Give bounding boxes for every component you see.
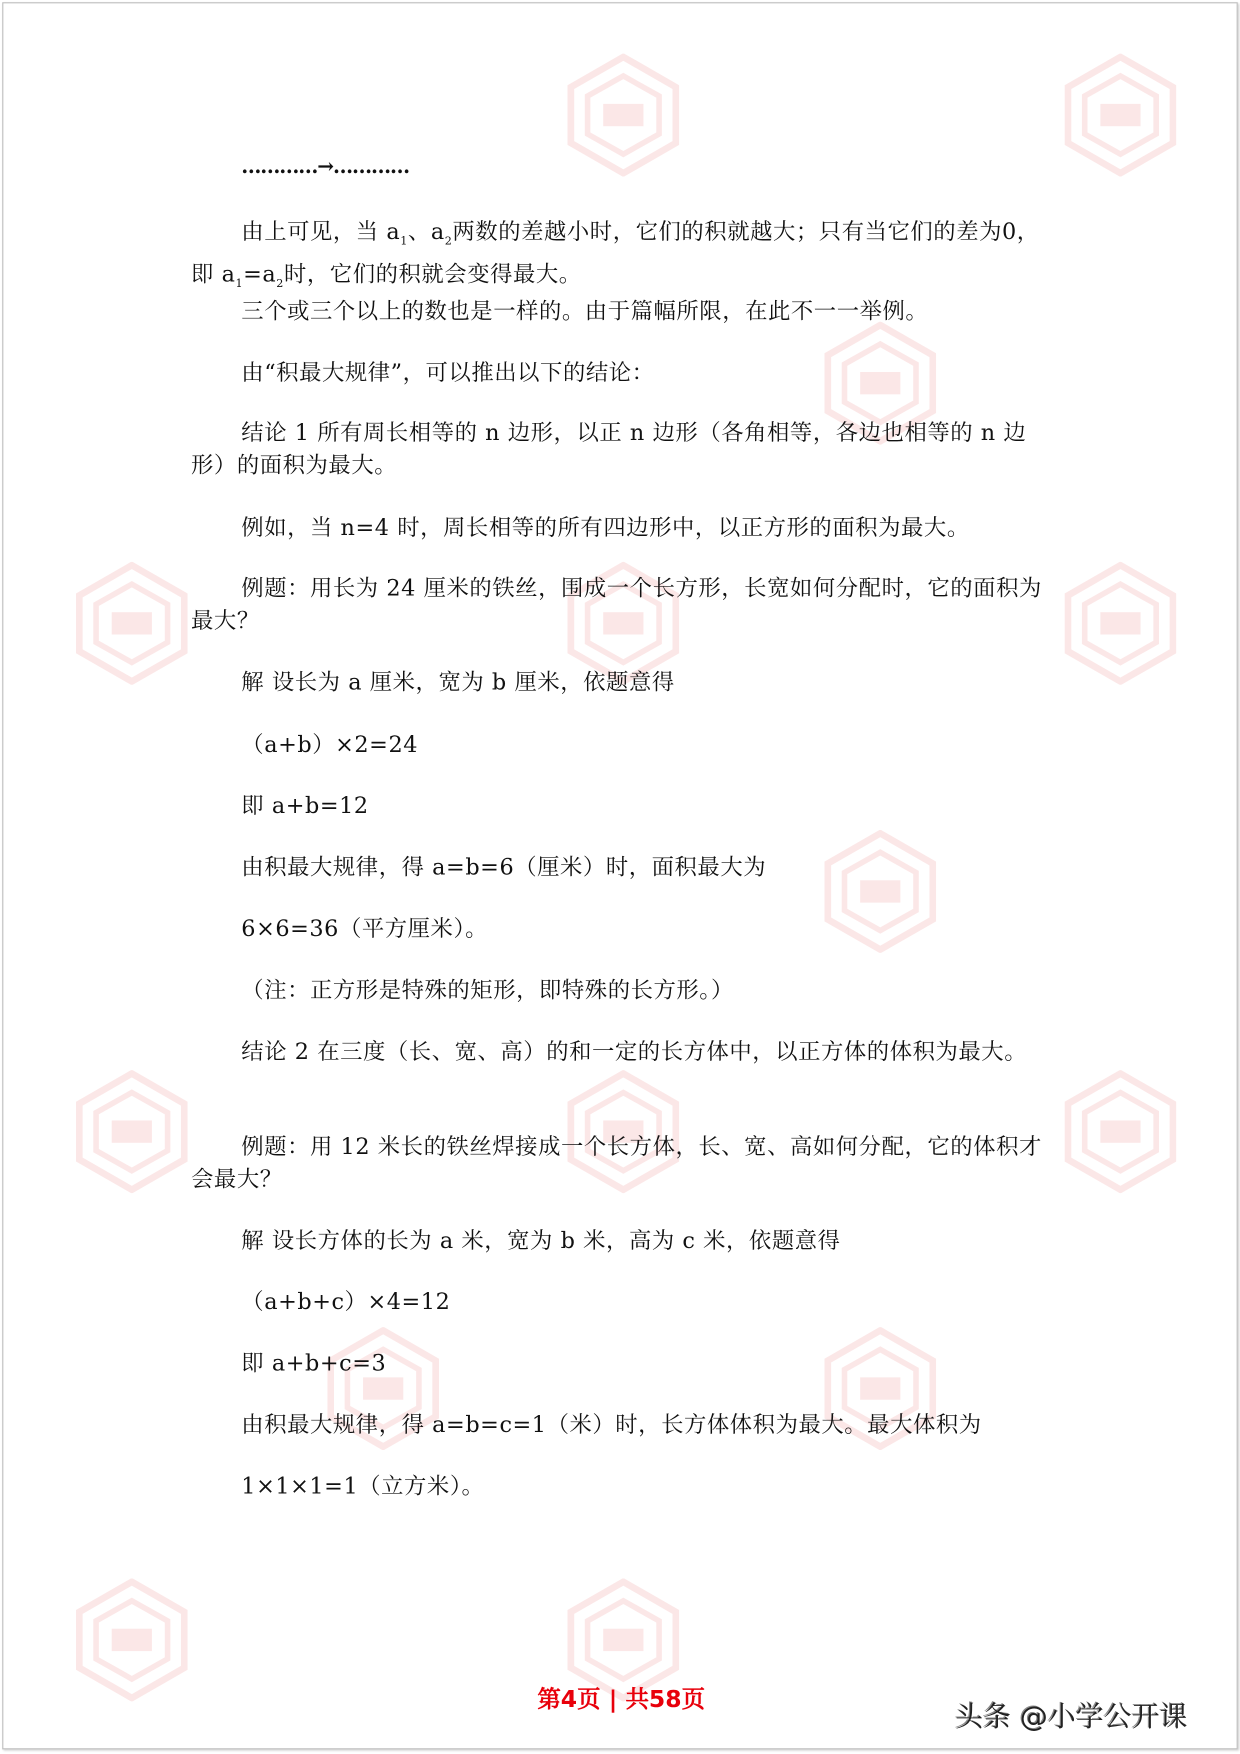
paragraph: （注：正方形是特殊的矩形，即特殊的长方形。）	[241, 976, 734, 1004]
paragraph: 例如，当 n=4 时，周长相等的所有四边形中，以正方形的面积为最大。	[241, 513, 970, 541]
paragraph: 例题：用长为 24 厘米的铁丝，围成一个长方形，长宽如何分配时，它的面积为最大？	[191, 574, 1042, 634]
paragraph: 1×1×1=1（立方米）。	[241, 1472, 485, 1500]
watermark-logo-icon	[1065, 1070, 1177, 1193]
paragraph: 6×6=36（平方厘米）。	[241, 914, 489, 942]
leader-dots: …………→…………	[241, 155, 409, 179]
watermark-logo-icon	[1065, 54, 1177, 177]
paragraph: 由上可见，当 $a_1$、$a_2$两数的差越小时，它们的积就越大；只有当它们的差为0，即 $a_1=a_2$时，它们的积就会变得最大。	[191, 217, 1040, 291]
paragraph: 由积最大规律，得 a=b=6（厘米）时，面积最大为	[241, 853, 767, 881]
paragraph: 即 a+b+c=3	[241, 1349, 387, 1377]
paragraph: （a+b+c）×4=12	[241, 1288, 451, 1315]
watermark-logo-icon	[76, 1070, 188, 1193]
paragraph: 三个或三个以上的数也是一样的。由于篇幅所限，在此不一一举例。	[241, 297, 929, 324]
paragraph: 结论 1 所有周长相等的 n 边形，以正 n 边形（各角相等，各边也相等的 n 边形）的面积为最大。	[191, 418, 1027, 479]
watermark-logo-icon	[76, 562, 188, 685]
brand-watermark: 头条 @小学公开课	[955, 1700, 1188, 1733]
paragraph: 结论 2 在三度（长、宽、高）的和一定的长方体中，以正方体的体积为最大。	[241, 1037, 1028, 1065]
paragraph: 解 设长为 a 厘米，宽为 b 厘米，依题意得	[241, 668, 675, 695]
paragraph: 例题：用 12 米长的铁丝焊接成一个长方体，长、宽、高如何分配，它的体积才会最大？	[191, 1132, 1042, 1192]
watermark-logo-icon	[567, 54, 679, 177]
document-page	[2, 2, 1238, 1749]
paragraph: 解 设长方体的长为 a 米，宽为 b 米，高为 c 米，依题意得	[241, 1226, 841, 1254]
watermark-logo-icon	[1065, 562, 1177, 685]
paragraph: 即 a+b=12	[241, 792, 369, 819]
paragraph: 由“积最大规律”，可以推出以下的结论：	[241, 358, 655, 386]
paragraph: 由积最大规律，得 a=b=c=1（米）时，长方体体积为最大。最大体积为	[241, 1410, 982, 1438]
paragraph: （a+b）×2=24	[241, 730, 419, 758]
watermark-logo-icon	[76, 1578, 188, 1701]
page-number: 第4页 | 共58页	[537, 1685, 706, 1713]
